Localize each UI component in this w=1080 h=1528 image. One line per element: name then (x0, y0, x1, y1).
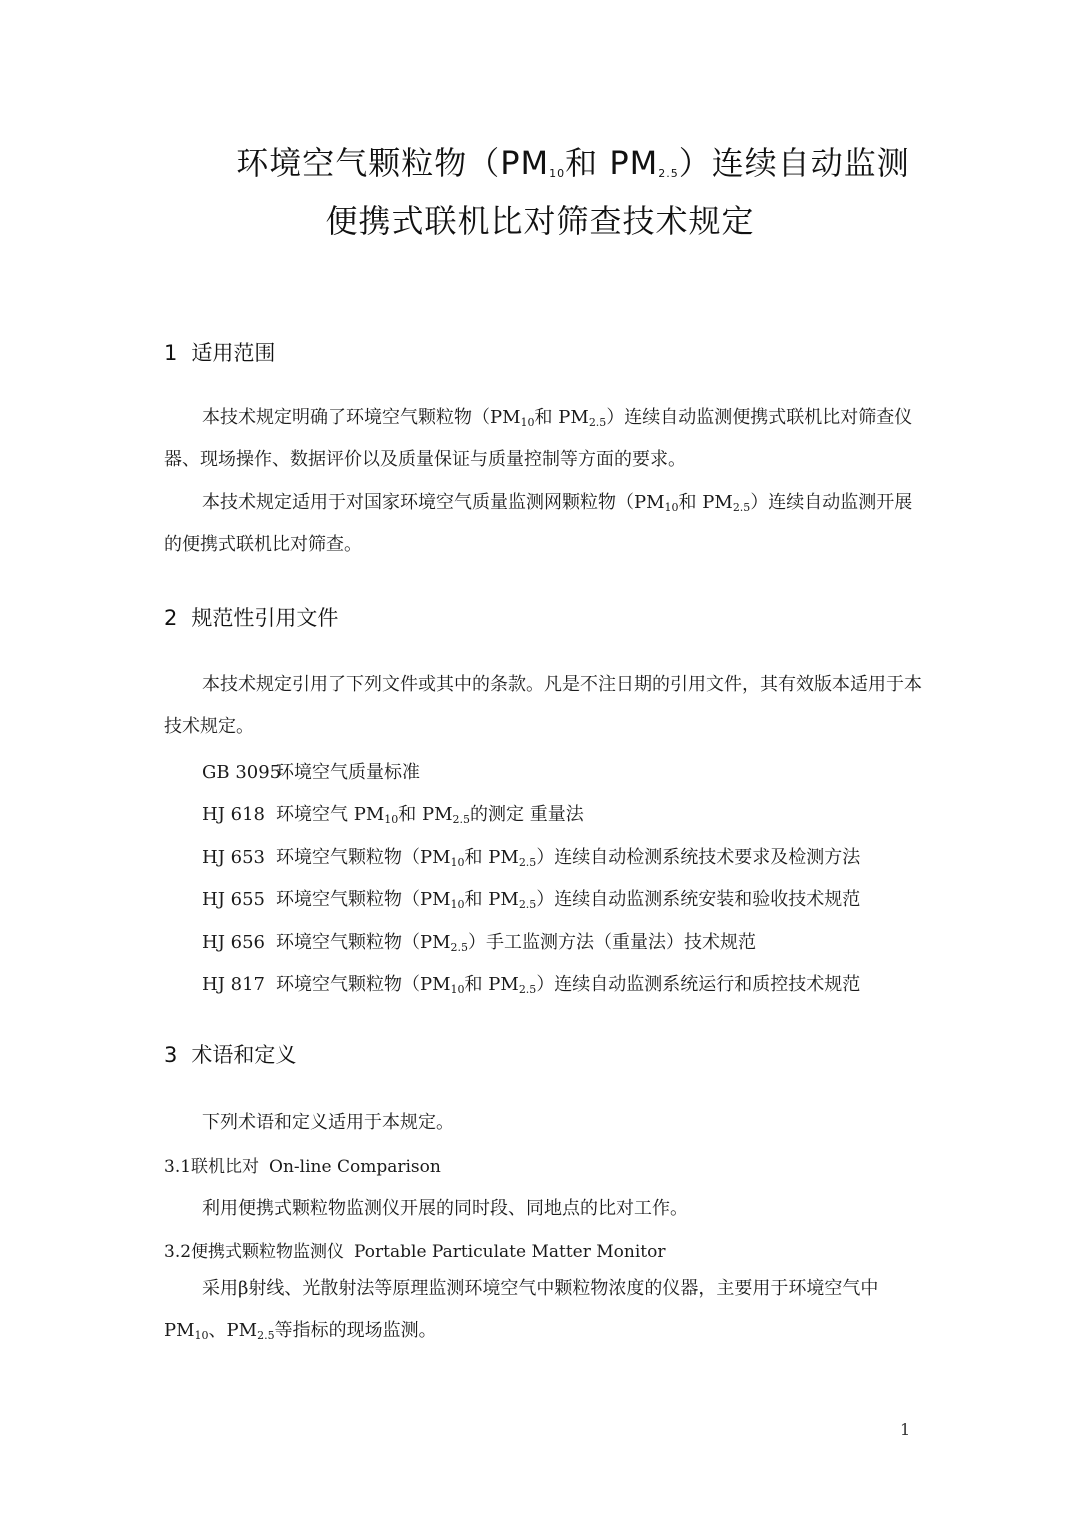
reference-item: HJ 817 环境空气颗粒物（$PM_{10}$和 $PM_{2.5}$）连续自动监测系统运行和质控技术规范 (202, 974, 861, 996)
document-title-line-2: 便携式联机比对筛查技术规定 (325, 202, 755, 240)
section-2-paragraph-1: 本技术规定引用了下列文件或其中的条款。凡是不注日期的引用文件，其有效版本适用于本技术规定。 (164, 674, 922, 737)
term-definition-3-2: 采用β射线、光散射法等原理监测环境空气中颗粒物浓度的仪器，主要用于环境空气中 $PM_{10}$、$PM_{2.5}$等指标的现场监测。 (164, 1278, 879, 1342)
term-definition-3-1: 利用便携式颗粒物监测仪开展的同时段、同地点的比对工作。 (202, 1198, 688, 1219)
reference-item: HJ 655 环境空气颗粒物（$PM_{10}$和 $PM_{2.5}$）连续自动监测系统安装和验收技术规范 (202, 889, 861, 911)
section-1-paragraph-2: 本技术规定适用于对国家环境空气质量监测网颗粒物（$PM_{10}$和 $PM_{2.5}$）连续自动监测开展的便携式联机比对筛查。 (164, 492, 913, 555)
reference-item: HJ 618 环境空气 $PM_{10}$和 $PM_{2.5}$的测定 重量法 (202, 804, 584, 826)
page-number: 1 (900, 1420, 911, 1439)
section-1-heading: 1 适用范围 (164, 341, 276, 365)
section-3-heading: 3 术语和定义 (164, 1043, 297, 1067)
reference-item: HJ 656 环境空气颗粒物$(PM_{2.5})$手工监测方法（重量法）技术规范 (202, 932, 757, 954)
reference-item: GB 3095环境空气质量标准 (202, 762, 420, 783)
section-2-heading: 2 规范性引用文件 (164, 606, 339, 630)
term-heading-3-1: 3.1联机比对 On-line Comparison (164, 1157, 441, 1177)
section-3-intro: 下列术语和定义适用于本规定。 (202, 1112, 454, 1133)
document-title-line-1: 环境空气颗粒物（$PM_{10}$和 $PM_{2.5}$）连续自动监测 (236, 144, 910, 182)
section-1-paragraph-1: 本技术规定明确了环境空气颗粒物（$PM_{10}$和 $PM_{2.5}$）连续自动监测便携式联机比对筛查仪器、现场操作、数据评价以及质量保证与质量控制等方面的要求。 (164, 407, 913, 470)
term-heading-3-2: 3.2便携式颗粒物监测仪 Portable Particulate Matter Monitor (164, 1242, 666, 1262)
reference-item: HJ 653 环境空气颗粒物（$PM_{10}$和 $PM_{2.5}$）连续自动检测系统技术要求及检测方法 (202, 847, 861, 869)
